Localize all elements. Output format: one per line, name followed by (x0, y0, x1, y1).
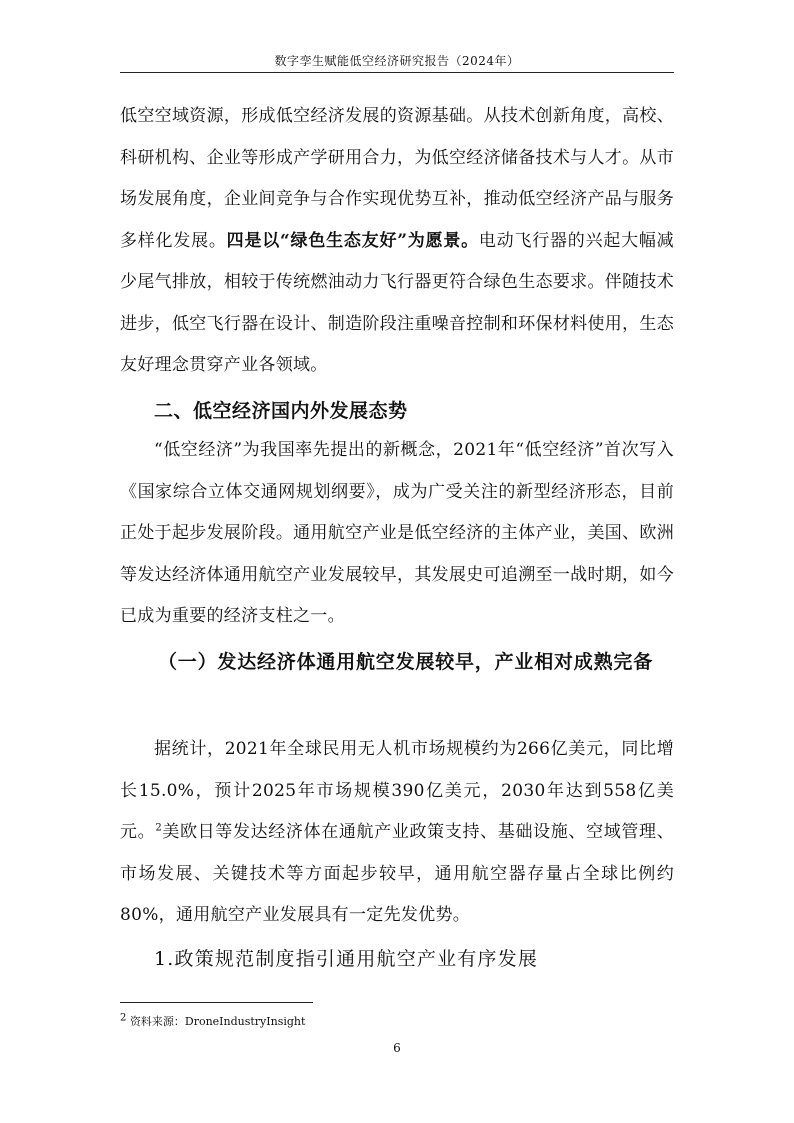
item-heading: 1.政策规范制度指引通用航空产业有序发展 (154, 948, 539, 970)
footnote-reference[interactable]: 2 (155, 822, 162, 834)
paragraph-text-rest: 电动飞行器的兴起大幅减少尾气排放，相较于传统燃油动力飞行器更符合绿色生态要求。伴随技术进步，低空飞行器在设计、制造阶段注重噪音控制和环保材料使用，生态友好理念贯穿产业各领域。 (120, 230, 674, 375)
paragraph-text: 据统计，2021年全球民用无人机市场规模约为266亿美元，同比增长15.0%，预计2025年市场规模390亿美元，2030年达到558亿美元。 (120, 739, 674, 842)
header-divider (120, 72, 674, 73)
paragraph-low-altitude-concept: “低空经济”为我国率先提出的新概念，2021年“低空经济”首次写入《国家综合立体交通网规划纲要》，成为广受关注的新型经济形态，目前正处于起步发展阶段。通用航空产业是低空经济的主体产业，美国、欧洲等发达经济体通用航空产业发展较早，其发展史可追溯至一战时期，如今已成为重要的经济支柱之一。 (120, 440, 674, 626)
page-number: 6 (393, 1041, 401, 1055)
subsection-heading: （一）发达经济体通用航空发展较早，产业相对成熟完备 (158, 651, 654, 673)
footnote-marker: 2 (120, 1012, 127, 1024)
footnote-text: 资料来源：DroneIndustryInsight (129, 1015, 306, 1028)
section-heading: 二、低空经济国内外发展态势 (154, 400, 408, 422)
footnote (120, 1013, 305, 1029)
footnote-divider (120, 1002, 313, 1003)
paragraph-bold-lead: 四是以“绿色生态友好”为愿景。 (226, 230, 479, 251)
page-header-title: 数字孪生赋能低空经济研究报告（2024年） (274, 54, 520, 68)
paragraph-text-rest: 美欧日等发达经济体在通航产业政策支持、基础设施、空域管理、市场发展、关键技术等方面起步较早，通用航空器存量占全球比例约80%，通用航空产业发展具有一定先发优势。 (120, 822, 674, 925)
paragraph-market-stats (120, 729, 674, 937)
paragraph-text: 低空空域资源，形成低空经济发展的资源基础。从技术创新角度，高校、科研机构、企业等形成产学研用合力，为低空经济储备技术与人才。从市场发展角度，企业间竞争与合作实现优势互补，推动低空经济产品与服务多样化发展。 (120, 106, 674, 251)
paragraph-green-vision (120, 96, 674, 387)
